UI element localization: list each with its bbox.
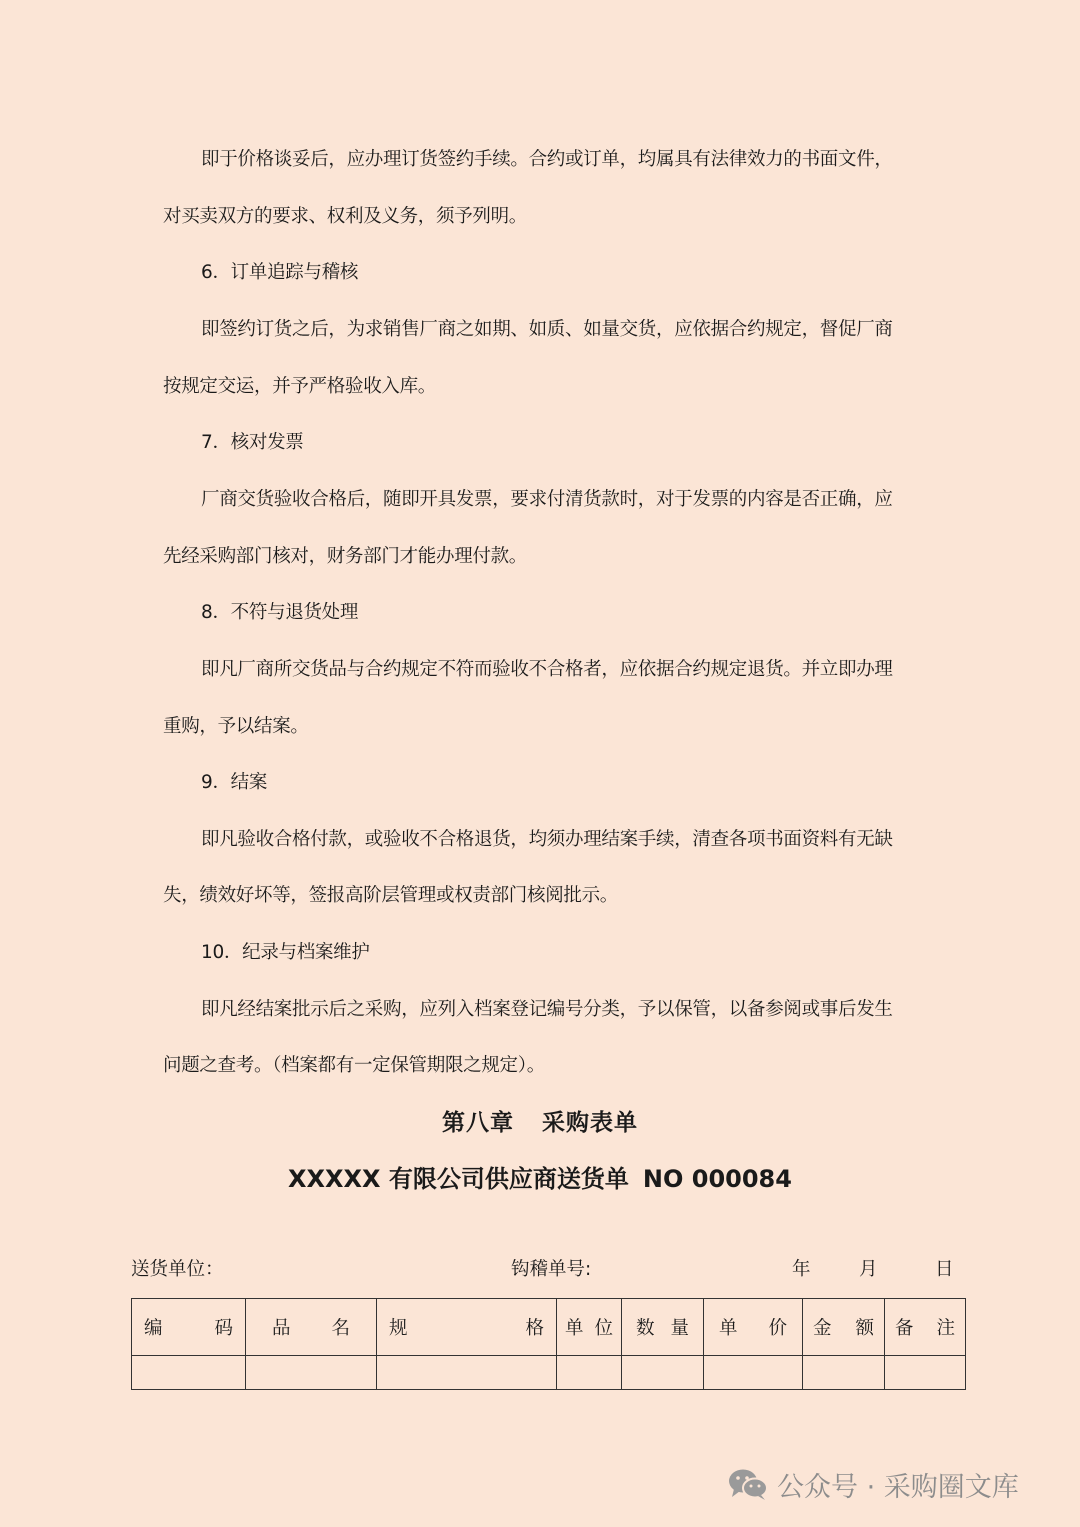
date-year-label: 年 xyxy=(792,1259,811,1280)
watermark xyxy=(727,1462,1019,1506)
column-header-specification: 规 格 xyxy=(377,1299,557,1356)
wechat-icon xyxy=(727,1467,769,1501)
paragraph-line: 即凡经结案批示后之采购，应列入档案登记编号分类，予以保管，以备参阅或事后发生 xyxy=(201,999,893,1020)
section-heading: 7．核对发票 xyxy=(201,432,304,453)
paragraph-line: 即凡验收合格付款，或验收不合格退货，均须办理结案手续，清查各项书面资料有无缺 xyxy=(201,829,893,850)
section-heading: 9．结案 xyxy=(201,772,268,793)
paragraph-line: 失，绩效好坏等，签报高阶层管理或权责部门核阅批示。 xyxy=(163,885,619,906)
voucher-number-label: 钩稽单号: xyxy=(511,1259,592,1280)
column-header-product-name: 品 名 xyxy=(246,1299,377,1356)
section-heading: 8．不符与退货处理 xyxy=(201,602,359,623)
paragraph-line: 即签约订货之后，为求销售厂商之如期、如质、如量交货，应依据合约规定，督促厂商 xyxy=(201,319,893,340)
chapter-name: 采购表单 xyxy=(542,1110,638,1136)
delivery-form-table xyxy=(131,1298,966,1390)
form-number: NO 000084 xyxy=(642,1165,792,1193)
column-header-unit-price: 单 价 xyxy=(704,1299,803,1356)
table-cell xyxy=(246,1356,377,1390)
paragraph-line: 先经采购部门核对，财务部门才能办理付款。 xyxy=(163,546,528,567)
paragraph-line: 按规定交运，并予严格验收入库。 xyxy=(163,376,437,397)
table-cell xyxy=(377,1356,557,1390)
supplier-label: 送货单位： xyxy=(131,1259,224,1280)
chapter-number: 第八章 xyxy=(442,1110,514,1136)
paragraph-line: 问题之查考。（档案都有一定保管期限之规定）。 xyxy=(163,1055,545,1076)
table-row xyxy=(132,1356,966,1390)
form-title xyxy=(0,1162,1080,1196)
table-cell xyxy=(622,1356,704,1390)
table-cell xyxy=(557,1356,622,1390)
paragraph-line: 即凡厂商所交货品与合约规定不符而验收不合格者，应依据合约规定退货。并立即办理 xyxy=(201,659,893,680)
table-header-row xyxy=(132,1299,966,1356)
section-heading: 6．订单追踪与稽核 xyxy=(201,262,359,283)
column-header-remarks: 备 注 xyxy=(885,1299,966,1356)
paragraph-line: 重购，予以结案。 xyxy=(163,716,309,737)
date-month-label: 月 xyxy=(859,1259,878,1280)
paragraph-line: 厂商交货验收合格后，随即开具发票，要求付清货款时，对于发票的内容是否正确，应 xyxy=(201,489,893,510)
table-cell xyxy=(885,1356,966,1390)
table-cell xyxy=(704,1356,803,1390)
paragraph-line: 对买卖双方的要求、权利及义务，须予列明。 xyxy=(163,206,528,227)
table-cell xyxy=(803,1356,885,1390)
section-heading: 10．纪录与档案维护 xyxy=(201,942,370,963)
date-day-label: 日 xyxy=(935,1259,954,1280)
watermark-text: 公众号 · 采购圈文库 xyxy=(777,1471,1019,1503)
table-cell xyxy=(132,1356,246,1390)
column-header-code: 编 码 xyxy=(132,1299,246,1356)
paragraph-line: 即于价格谈妥后，应办理订货签约手续。合约或订单，均属具有法律效力的书面文件， xyxy=(201,149,893,170)
column-header-unit: 单 位 xyxy=(557,1299,622,1356)
column-header-amount: 金 额 xyxy=(803,1299,885,1356)
form-name: XXXXX 有限公司供应商送货单 xyxy=(288,1165,629,1193)
column-header-quantity: 数 量 xyxy=(622,1299,704,1356)
chapter-title xyxy=(0,1106,1080,1140)
